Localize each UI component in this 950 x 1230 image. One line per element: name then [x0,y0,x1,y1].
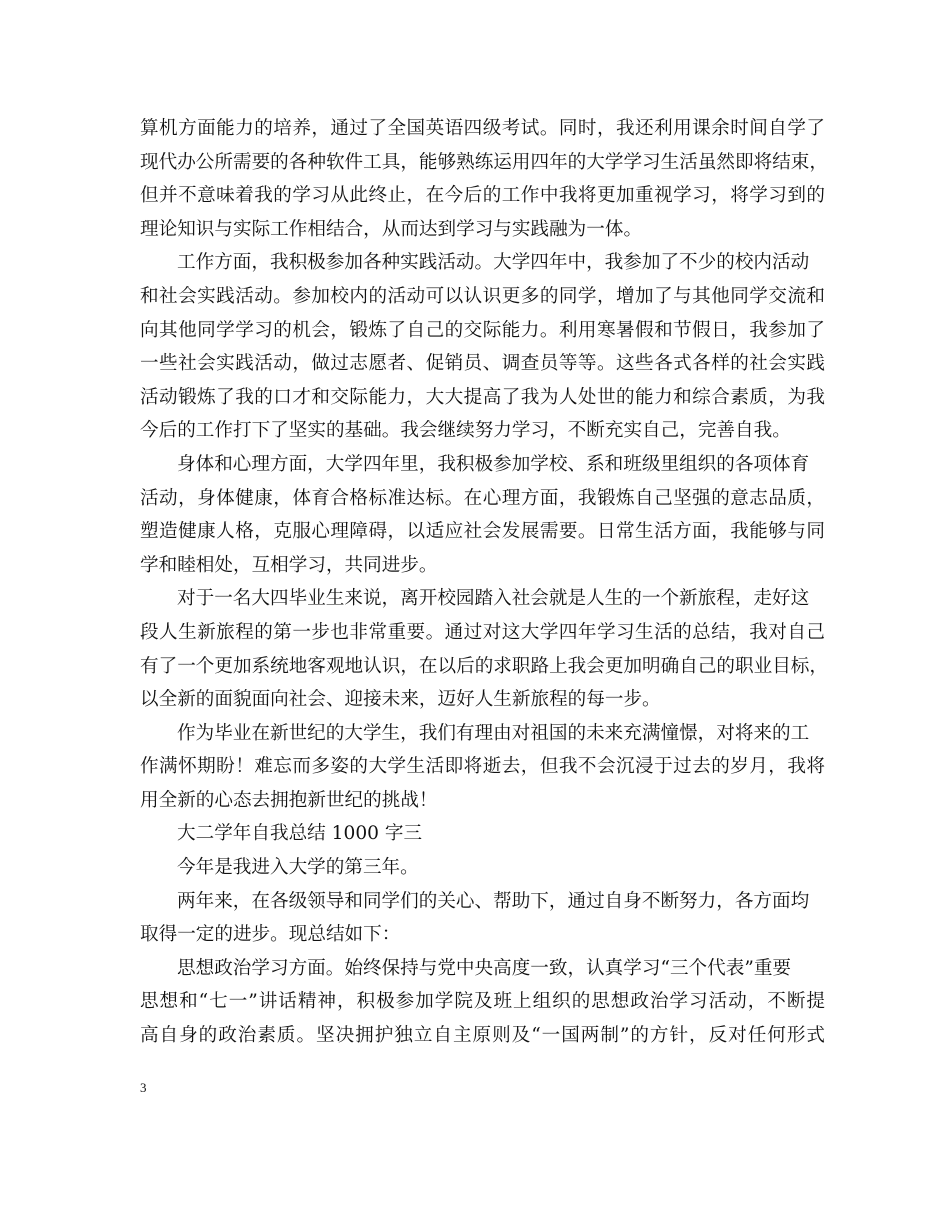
text-line: 高自身的政治素质。坚决拥护独立自主原则及“一国两制”的方针，反对任何形式 [140,1025,825,1047]
text-line: 但并不意味着我的学习从此终止，在今后的工作中我将更加重视学习，将学习到的 [140,185,825,207]
text-line: 思想政治学习方面。始终保持与党中央高度一致，认真学习“三个代表”重要 [177,957,792,979]
text-line: 一些社会实践活动，做过志愿者、促销员、调查员等等。这些各式各样的社会实践 [140,353,825,375]
text-line: 现代办公所需要的各种软件工具，能够熟练运用四年的大学学习生活虽然即将结束， [140,151,828,173]
text-line: 对于一名大四毕业生来说，离开校园踏入社会就是人生的一个新旅程，走好这 [177,588,810,610]
text-line: 身体和心理方面，大学四年里，我积极参加学校、系和班级里组织的各项体育 [177,453,810,475]
text-line: 两年来，在各级领导和同学们的关心、帮助下，通过自身不断努力，各方面均 [177,890,810,912]
text-line: 取得一定的进步。现总结如下： [140,924,401,946]
text-line: 今后的工作打下了坚实的基础。我会继续努力学习，不断充实自己，完善自我。 [140,420,791,442]
text-line: 学和睦相处，互相学习，共同进步。 [140,554,438,576]
text-line: 有了一个更加系统地客观地认识，在以后的求职路上我会更加明确自己的职业目标， [140,655,828,677]
text-line: 作满怀期盼！难忘而多姿的大学生活即将逝去，但我不会沉浸于过去的岁月，我将 [140,756,825,778]
text-line: 以全新的面貌面向社会、迎接未来，迈好人生新旅程的每一步。 [140,689,661,711]
text-line: 和社会实践活动。参加校内的活动可以认识更多的同学，增加了与其他同学交流和 [140,285,825,307]
text-line: 算机方面能力的培养，通过了全国英语四级考试。同时，我还利用课余时间自学了 [140,118,825,139]
text-line: 工作方面，我积极参加各种实践活动。大学四年中，我参加了不少的校内活动 [177,252,810,274]
document-body [140,112,828,1053]
page-number: 3 [140,1080,147,1095]
text-line: 活动，身体健康，体育合格标准达标。在心理方面，我锻炼自己坚强的意志品质， [140,487,825,509]
text-line: 大二学年自我总结 1000 字三 [177,823,423,845]
text-line: 塑造健康人格，克服心理障碍，以适应社会发展需要。日常生活方面，我能够与同 [140,521,825,543]
text-line: 作为毕业在新世纪的大学生，我们有理由对祖国的未来充满憧憬，对将来的工 [177,722,810,744]
text-line: 理论知识与实际工作相结合，从而达到学习与实践融为一体。 [140,218,643,240]
text-line: 活动锻炼了我的口才和交际能力，大大提高了我为人处世的能力和综合素质，为我 [140,386,825,408]
text-line: 用全新的心态去拥抱新世纪的挑战！ [140,789,438,811]
text-line: 向其他同学学习的机会，锻炼了自己的交际能力。利用寒暑假和节假日，我参加了 [140,319,825,341]
text-line: 今年是我进入大学的第三年。 [177,857,419,879]
text-line: 段人生新旅程的第一步也非常重要。通过对这大学四年学习生活的总结，我对自己 [140,621,825,643]
text-line: 思想和“七一”讲话精神，积极参加学院及班上组织的思想政治学习活动，不断提 [140,991,825,1013]
